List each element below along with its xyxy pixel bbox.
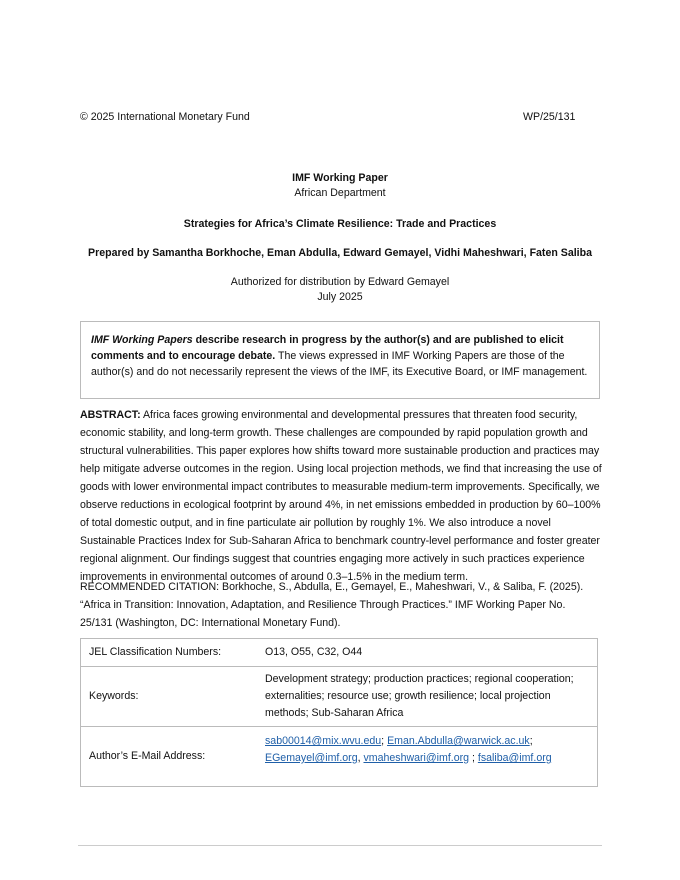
keywords-row [81,667,598,727]
authors: Prepared by Samantha Borkhoche, Eman Abdulla, Edward Gemayel, Vidhi Maheshwari, Faten Saliba [88,247,592,259]
separator: ; [381,735,388,747]
email-link[interactable]: sab00014@mix.wvu.edu [265,735,382,747]
disclaimer-bold: describe research in progress by the author(s) and are published to elicit comments and to encourage debate. [91,334,564,362]
jel-row [81,639,598,667]
email-label: Author’s E-Mail Address: [81,727,258,787]
email-link[interactable]: EGemayel@imf.org [265,752,358,764]
series-title: IMF Working Paper [292,172,388,184]
abstract [80,406,602,586]
citation: RECOMMENDED CITATION: Borkhoche, S., Abdulla, E., Gemayel, E., Maheshwari, V., & Saliba, F. (2025). “Africa in Transition: Innovation, Adaptation, and Resilience Through Practices.” IMF Working Paper No. 25/131 (Washington, DC: International Monetary Fund). [80,581,584,629]
keywords-value: Development strategy; production practices; regional cooperation; externalities; resource use; growth resilience; local projection methods; Sub-Saharan Africa [257,667,598,727]
footer-rule [78,845,602,846]
disclaimer-series: IMF Working Papers [91,334,193,346]
authorized-by: Authorized for distribution by Edward Gemayel [230,276,450,288]
date: July 2025 [317,291,363,303]
separator: ; [469,752,478,764]
jel-label: JEL Classification Numbers: [89,646,222,658]
abstract-text: Africa faces growing environmental and developmental pressures that threaten food security, economic stability, and long-term growth. These challenges are compounded by rapid population growth and structural vulnerabilities. This paper explores how shifts toward more sustainable production and practices may help mitigate adverse outcomes in the region. Using local projection methods, we find that increasing the use of goods with lower environmental impact contributes to measurable medium-term improvements. Specifically, we observe reductions in ecological footprint by around 4%, in net emissions embedded in production by 60–100% of total domestic output, and in fine particulate air pollution by roughly 1%. We also introduce a novel Sustainable Practices Index for Sub-Saharan Africa to benchmark country-level performance and foster greater regional alignment. Our findings suggest that countries engaging more actively in such practices experience improvements in environmental outcomes of around 0.3–1.5% in the medium term. [80,409,602,583]
wp-number: WP/25/131 [523,111,576,123]
email-link[interactable]: fsaliba@imf.org [477,752,552,764]
disclaimer-text: The views expressed in IMF Working Papers are those of the author(s) and do not necessarily represent the views of the IMF, its Executive Board, or IMF management. [91,350,588,378]
paper-title: Strategies for Africa’s Climate Resilience: Trade and Practices [183,218,497,230]
keywords-label: Keywords: [81,667,258,727]
email-row [81,727,598,787]
separator: , [357,752,364,764]
email-link[interactable]: Eman.Abdulla@warwick.ac.uk [387,735,530,747]
email-link[interactable]: vmaheshwari@imf.org [363,752,470,764]
separator: ; [529,735,533,747]
email-list [257,727,598,787]
disclaimer-box [80,321,600,399]
jel-value: O13, O55, C32, O44 [265,646,363,658]
abstract-label: ABSTRACT: [80,409,141,421]
info-table [80,638,598,787]
department: African Department [294,187,386,199]
copyright: © 2025 International Monetary Fund [80,111,250,123]
